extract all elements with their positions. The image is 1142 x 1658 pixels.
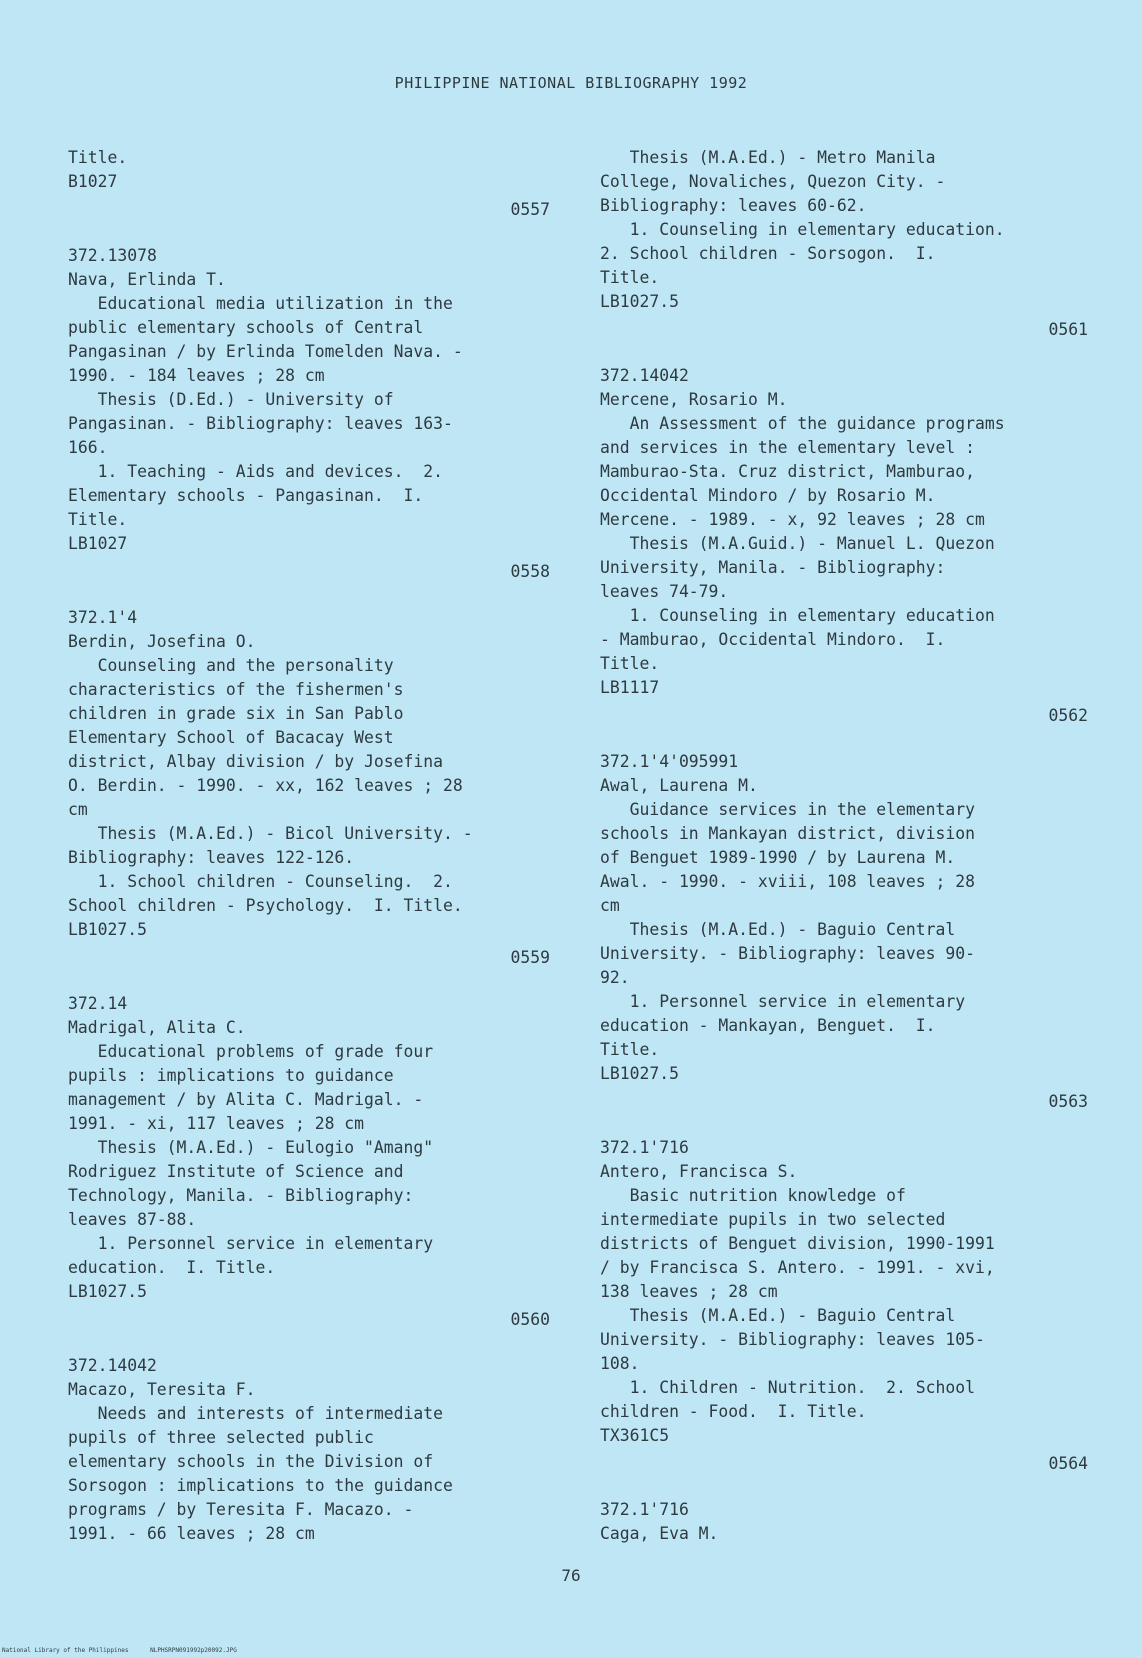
catalog-entry <box>600 750 1088 1114</box>
entry-line: Guidance services in the elementary <box>600 800 975 819</box>
entry-line: 166. <box>68 438 108 457</box>
entry-line: 1. Counseling in elementary education. <box>600 220 1005 239</box>
entry-line: Thesis (M.A.Ed.) - Baguio Central <box>600 1306 956 1325</box>
entry-line: Thesis (M.A.Ed.) - Bicol University. - <box>68 824 473 843</box>
entry-line: 372.13078 <box>68 246 157 265</box>
entry-line: Title. <box>600 268 660 287</box>
entry-line: Nava, Erlinda T. <box>68 270 226 289</box>
entry-line: Antero, Francisca S. <box>600 1162 798 1181</box>
entry-line: districts of Benguet division, 1990-1991 <box>600 1234 995 1253</box>
entry-line: cm <box>68 800 88 819</box>
catalog-entry <box>68 1354 550 1546</box>
entry-number: 0563 <box>1048 1092 1088 1111</box>
entry-line: schools in Mankayan district, division <box>600 824 975 843</box>
catalog-entry <box>600 1498 1088 1546</box>
entry-line: leaves 74-79. <box>600 582 729 601</box>
entry-line: Elementary schools - Pangasinan. I. <box>68 486 424 505</box>
catalog-entry <box>600 1136 1088 1476</box>
entry-line: 1990. - 184 leaves ; 28 cm <box>68 366 325 385</box>
entry-line: 372.1'716 <box>600 1500 689 1519</box>
entry-line: education. I. Title. <box>68 1258 276 1277</box>
entry-line: / by Francisca S. Antero. - 1991. - xvi, <box>600 1258 995 1277</box>
entry-line: Title. <box>600 654 660 673</box>
catalog-entry <box>68 606 550 970</box>
entry-line: College, Novaliches, Quezon City. - <box>600 172 946 191</box>
right-column <box>600 146 1088 1546</box>
entry-line: intermediate pupils in two selected <box>600 1210 946 1229</box>
entry-line: children in grade six in San Pablo <box>68 704 404 723</box>
entry-line: Bibliography: leaves 122-126. <box>68 848 355 867</box>
catalog-entry <box>68 146 550 222</box>
entry-line: of Benguet 1989-1990 / by Laurena M. <box>600 848 956 867</box>
entry-line: 1991. - 66 leaves ; 28 cm <box>68 1524 315 1543</box>
entry-line: 372.1'716 <box>600 1138 689 1157</box>
entry-number: 0558 <box>510 562 550 581</box>
entry-line: O. Berdin. - 1990. - xx, 162 leaves ; 28 <box>68 776 463 795</box>
entry-line: Sorsogon : implications to the guidance <box>68 1476 453 1495</box>
entry-line: Occidental Mindoro / by Rosario M. <box>600 486 936 505</box>
entry-line: Thesis (M.A.Ed.) - Baguio Central <box>600 920 956 939</box>
entry-line: education - Mankayan, Benguet. I. <box>600 1016 936 1035</box>
entry-line: elementary schools in the Division of <box>68 1452 434 1471</box>
entry-line: LB1027.5 <box>68 1282 147 1301</box>
entry-line: pupils : implications to guidance <box>68 1066 394 1085</box>
entry-line: Elementary School of Bacacay West <box>68 728 394 747</box>
entry-line: Basic nutrition knowledge of <box>600 1186 906 1205</box>
catalog-entry <box>68 992 550 1332</box>
entry-line: cm <box>600 896 620 915</box>
entry-line: Counseling and the personality <box>68 656 394 675</box>
entry-line: 2. School children - Sorsogon. I. <box>600 244 936 263</box>
page-number: 76 <box>561 1566 581 1585</box>
entry-line: children - Food. I. Title. <box>600 1402 867 1421</box>
catalog-entry <box>68 244 550 584</box>
entry-line: 372.14 <box>68 994 128 1013</box>
entry-line: LB1027.5 <box>68 920 147 939</box>
entry-number: 0564 <box>1048 1454 1088 1473</box>
entry-line: 372.1'4'095991 <box>600 752 739 771</box>
entry-number: 0562 <box>1048 706 1088 725</box>
entry-line: Pangasinan. - Bibliography: leaves 163- <box>68 414 453 433</box>
entry-line: 372.14042 <box>68 1356 157 1375</box>
entry-line: University. - Bibliography: leaves 105- <box>600 1330 985 1349</box>
entry-line: 372.14042 <box>600 366 689 385</box>
entry-line: Mercene. - 1989. - x, 92 leaves ; 28 cm <box>600 510 985 529</box>
entry-number: 0561 <box>1048 320 1088 339</box>
entry-line: Thesis (M.A.Ed.) - Eulogio "Amang" <box>68 1138 434 1157</box>
entry-line: Educational media utilization in the <box>68 294 453 313</box>
entry-line: 1. Teaching - Aids and devices. 2. <box>68 462 443 481</box>
entry-line: Educational problems of grade four <box>68 1042 434 1061</box>
entry-line: Madrigal, Alita C. <box>68 1018 246 1037</box>
entry-line: Macazo, Teresita F. <box>68 1380 256 1399</box>
entry-line: Awal, Laurena M. <box>600 776 758 795</box>
entry-number: 0560 <box>510 1310 550 1329</box>
entry-line: pupils of three selected public <box>68 1428 374 1447</box>
entry-number: 0559 <box>510 948 550 967</box>
entry-line: public elementary schools of Central <box>68 318 424 337</box>
entry-line: LB1027.5 <box>600 292 679 311</box>
entry-line: 1. Counseling in elementary education <box>600 606 995 625</box>
entry-line: Rodriguez Institute of Science and <box>68 1162 404 1181</box>
entry-line: Mercene, Rosario M. <box>600 390 788 409</box>
entry-line: Thesis (D.Ed.) - University of <box>68 390 394 409</box>
entry-line: TX361C5 <box>600 1426 670 1445</box>
entry-line: B1027 <box>68 172 118 191</box>
entry-line: Pangasinan / by Erlinda Tomelden Nava. - <box>68 342 463 361</box>
entry-line: Thesis (M.A.Guid.) - Manuel L. Quezon <box>600 534 995 553</box>
entry-line: leaves 87-88. <box>68 1210 197 1229</box>
entry-line: Technology, Manila. - Bibliography: <box>68 1186 414 1205</box>
entry-line: Bibliography: leaves 60-62. <box>600 196 867 215</box>
entry-line: Title. <box>68 510 128 529</box>
entry-line: 1. School children - Counseling. 2. <box>68 872 453 891</box>
entry-line: Awal. - 1990. - xviii, 108 leaves ; 28 <box>600 872 975 891</box>
entry-line: LB1027 <box>68 534 128 553</box>
entry-line: LB1027.5 <box>600 1064 679 1083</box>
entry-line: - Mamburao, Occidental Mindoro. I. <box>600 630 946 649</box>
left-column <box>68 146 550 1546</box>
entry-line: 1. Personnel service in elementary <box>68 1234 434 1253</box>
entry-line: and services in the elementary level : <box>600 438 975 457</box>
catalog-entry <box>600 364 1088 728</box>
entry-line: 92. <box>600 968 630 987</box>
entry-line: Caga, Eva M. <box>600 1524 719 1543</box>
entry-line: Thesis (M.A.Ed.) - Metro Manila <box>600 148 936 167</box>
entry-line: An Assessment of the guidance programs <box>600 414 1005 433</box>
entry-line: LB1117 <box>600 678 660 697</box>
entry-line: University. - Bibliography: leaves 90- <box>600 944 975 963</box>
entry-line: 108. <box>600 1354 640 1373</box>
entry-line: Title. <box>68 148 128 167</box>
entry-line: management / by Alita C. Madrigal. - <box>68 1090 424 1109</box>
footer-caption: National Library of the Philippines NLPHSRPN091992p20092.JPG <box>2 1647 237 1654</box>
entry-line: programs / by Teresita F. Macazo. - <box>68 1500 414 1519</box>
catalog-entry <box>600 146 1088 342</box>
entry-line: Berdin, Josefina O. <box>68 632 256 651</box>
entry-line: University, Manila. - Bibliography: <box>600 558 946 577</box>
entry-line: 372.1'4 <box>68 608 138 627</box>
entry-line: Mamburao-Sta. Cruz district, Mamburao, <box>600 462 975 481</box>
entry-line: 1. Personnel service in elementary <box>600 992 966 1011</box>
entry-line: characteristics of the fishermen's <box>68 680 404 699</box>
entry-line: district, Albay division / by Josefina <box>68 752 443 771</box>
entry-line: School children - Psychology. I. Title. <box>68 896 463 915</box>
entry-line: Title. <box>600 1040 660 1059</box>
entry-line: 138 leaves ; 28 cm <box>600 1282 778 1301</box>
entry-line: 1. Children - Nutrition. 2. School <box>600 1378 975 1397</box>
entry-line: 1991. - xi, 117 leaves ; 28 cm <box>68 1114 365 1133</box>
entry-line: Needs and interests of intermediate <box>68 1404 443 1423</box>
entry-number: 0557 <box>510 200 550 219</box>
page-header: PHILIPPINE NATIONAL BIBLIOGRAPHY 1992 <box>394 74 748 92</box>
